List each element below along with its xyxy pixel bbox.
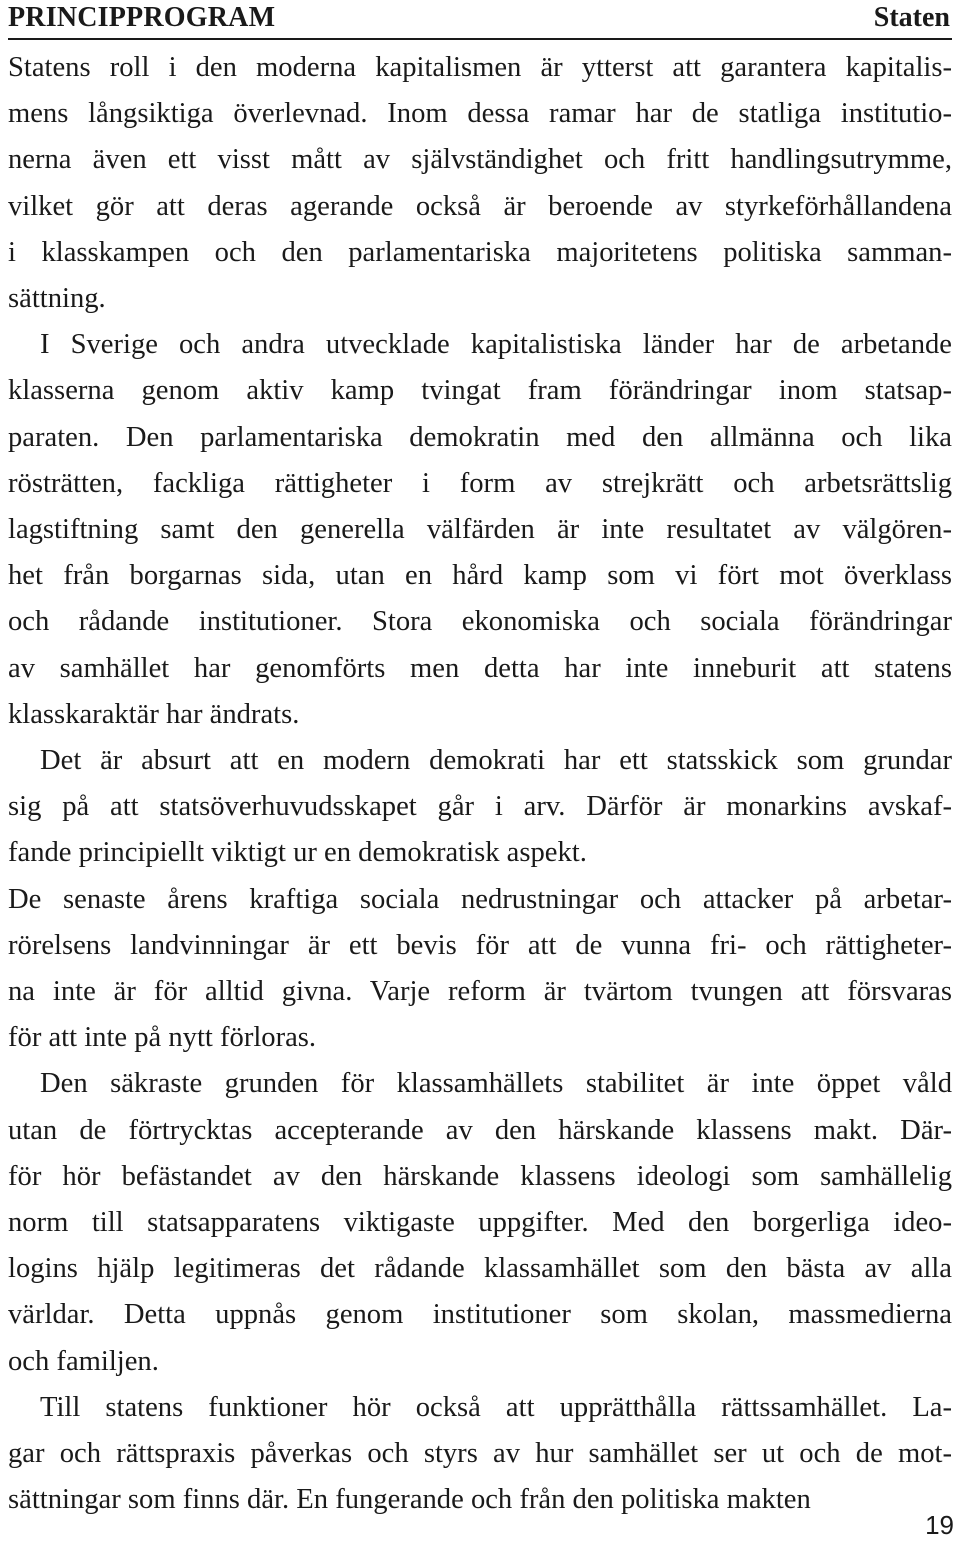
text-line: lagstiftning samt den generella välfärden är inte resultatet av välgören- [8,514,952,546]
text-line: gar och rättspraxis påverkas och styrs av hur samhället ser ut och de mot- [8,1438,952,1470]
text-line: för hör befästandet av den härskande klassens ideologi som samhällelig [8,1160,952,1192]
text-line: i klasskampen och den parlamentariska majoritetens politiska samman- [8,236,952,268]
text-line: vilket gör att deras agerande också är beroende av styrkeförhållandena [8,190,952,222]
page-header [8,0,952,40]
text-line: Statens roll i den moderna kapitalismen är ytterst att garantera kapitalis- [8,52,952,83]
paragraph [8,322,952,738]
text-line: sättning. [8,283,106,315]
text-line: Det är absurt att en modern demokrati har ett statsskick som grundar [40,745,952,777]
text-line: norm till statsapparatens viktigaste uppgifter. Med den borgerliga ideo- [8,1207,952,1239]
paragraph [8,1061,952,1384]
text-line: för att inte på nytt förloras. [8,1022,317,1054]
paragraph [8,738,952,877]
paragraph [8,877,952,1062]
text-line: av samhället har genomförts men detta har inte inneburit att statens [8,652,952,684]
paragraph [8,1385,952,1524]
text-line: fande principiellt viktigt ur en demokratisk aspekt. [8,837,587,869]
text-line: rörelsens landvinningar är ett bevis för att de vunna fri- och rättigheter- [8,929,952,961]
text-line: mens långsiktiga överlevnad. Inom dessa ramar har de statliga institutio- [8,98,952,130]
text-line: och rådande institutioner. Stora ekonomiska och sociala förändringar [8,606,952,638]
text-line: De senaste årens kraftiga sociala nedrustningar och attacker på arbetar- [8,883,952,915]
text-line: klasskaraktär har ändrats. [8,698,300,730]
text-line: utan de förtrycktas accepterande av den härskande klassens makt. Där- [8,1114,952,1146]
text-line: sig på att statsöverhuvudsskapet går i arv. Därför är monarkins avskaf- [8,791,952,823]
text-line: I Sverige och andra utvecklade kapitalistiska länder har de arbetande [40,329,952,361]
section-title: PRINCIPPROGRAM [8,2,276,33]
text-line: Till statens funktioner hör också att upprätthålla rättssamhället. La- [40,1391,952,1423]
text-line: och familjen. [8,1345,159,1377]
text-line: het från borgarnas sida, utan en hård kamp som vi fört mot överklass [8,560,952,592]
text-line: na inte är för alltid givna. Varje reform är tvärtom tvungen att försvaras [8,976,952,1008]
text-line: Den säkraste grunden för klassamhällets stabilitet är inte öppet våld [40,1068,952,1100]
text-line: klasserna genom aktiv kamp tvingat fram förändringar inom statsap- [8,375,952,407]
text-line: rösträtten, fackliga rättigheter i form av strejkrätt och arbetsrättslig [8,467,952,499]
text-line: nerna även ett visst mått av självständighet och fritt handlingsutrymme, [8,144,952,176]
page-number: 19 [925,1510,954,1540]
text-line: sättningar som finns där. En fungerande och från den politiska makten [8,1484,811,1516]
text-line: världar. Detta uppnås genom institutioner som skolan, massmedierna [8,1299,952,1331]
body-text [8,45,952,1524]
chapter-title: Staten [873,2,950,33]
paragraph [8,45,952,322]
text-line: logins hjälp legitimeras det rådande klassamhället som den bästa av alla [8,1253,952,1285]
text-line: paraten. Den parlamentariska demokratin med den allmänna och lika [8,421,952,453]
